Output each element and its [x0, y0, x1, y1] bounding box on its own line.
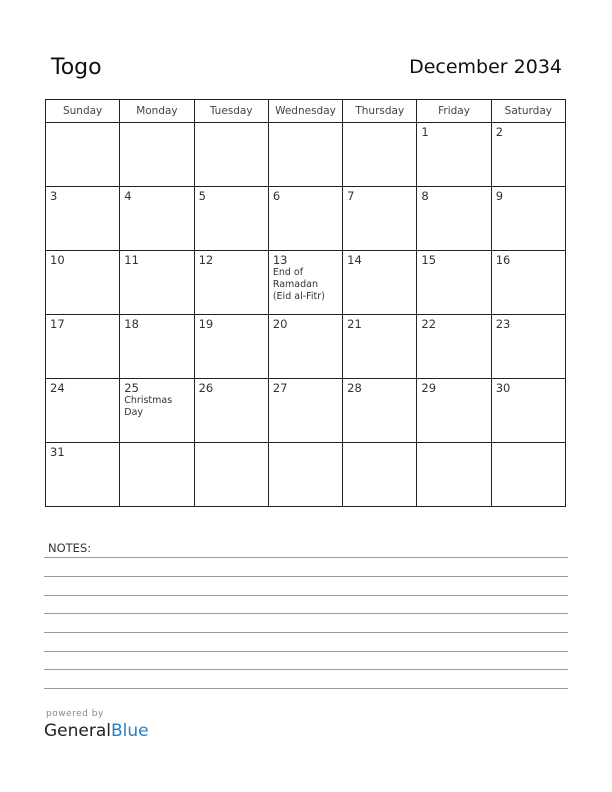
day-cell	[120, 379, 194, 443]
day-number: 19	[198, 317, 214, 331]
notes-label: NOTES:	[48, 541, 92, 555]
day-cell	[120, 123, 194, 187]
day-number: 9	[495, 189, 504, 203]
day-cell	[417, 443, 491, 507]
weekday-thursday: Thursday	[343, 100, 417, 123]
holiday-label: End of Ramadan (Eid al-Fitr)	[272, 267, 325, 302]
week-row	[46, 187, 566, 251]
day-cell	[46, 123, 120, 187]
day-cell	[268, 123, 342, 187]
day-cell	[417, 315, 491, 379]
day-number: 25	[124, 381, 139, 395]
week-row	[46, 379, 566, 443]
day-number: 27	[272, 381, 288, 395]
day-cell	[417, 379, 491, 443]
day-number: 5	[198, 189, 206, 203]
day-cell	[120, 251, 194, 315]
day-number: 7	[347, 189, 355, 203]
week-row	[46, 123, 566, 187]
week-row	[46, 251, 566, 315]
day-number: 15	[421, 253, 437, 267]
day-cell	[194, 443, 268, 507]
day-cell	[46, 315, 120, 379]
day-number: 23	[495, 317, 511, 331]
weekday-friday: Friday	[417, 100, 491, 123]
day-cell	[268, 443, 342, 507]
day-number: 20	[272, 317, 288, 331]
day-number: 17	[50, 317, 65, 331]
day-cell	[417, 251, 491, 315]
week-row	[46, 443, 566, 507]
day-number: 16	[495, 253, 511, 267]
day-cell	[268, 315, 342, 379]
day-cell	[268, 251, 342, 315]
weekday-wednesday: Wednesday	[268, 100, 342, 123]
day-cell	[343, 443, 417, 507]
day-cell	[491, 187, 565, 251]
day-cell	[268, 187, 342, 251]
brand-blue: Blue	[111, 721, 149, 741]
day-cell	[46, 379, 120, 443]
day-number: 30	[495, 381, 511, 395]
day-number: 31	[50, 445, 65, 459]
weekday-header-row	[46, 100, 566, 123]
month-year-title: December 2034	[409, 56, 562, 78]
day-number: 8	[421, 189, 429, 203]
day-cell	[343, 251, 417, 315]
day-number: 26	[198, 381, 214, 395]
day-cell	[194, 123, 268, 187]
notes-line	[44, 595, 568, 596]
day-cell	[417, 187, 491, 251]
week-row	[46, 315, 566, 379]
day-cell	[194, 187, 268, 251]
day-cell	[194, 379, 268, 443]
day-number: 10	[50, 253, 65, 267]
day-cell	[46, 251, 120, 315]
weekday-sunday: Sunday	[46, 100, 120, 123]
notes-line	[44, 632, 568, 633]
weekday-monday: Monday	[120, 100, 194, 123]
day-cell	[491, 315, 565, 379]
notes-line	[44, 576, 568, 577]
day-number: 6	[272, 189, 281, 203]
day-number: 21	[347, 317, 362, 331]
notes-line	[44, 688, 568, 689]
day-cell	[491, 379, 565, 443]
powered-by-text: powered by	[46, 709, 104, 719]
day-number: 2	[495, 125, 504, 139]
day-cell	[343, 123, 417, 187]
day-cell	[194, 251, 268, 315]
day-number: 18	[124, 317, 139, 331]
day-number: 28	[347, 381, 362, 395]
day-cell	[120, 187, 194, 251]
weekday-saturday: Saturday	[491, 100, 565, 123]
day-cell	[417, 123, 491, 187]
day-cell	[46, 187, 120, 251]
generalblue-logo	[44, 721, 149, 741]
day-number: 24	[50, 381, 65, 395]
day-cell	[268, 379, 342, 443]
day-number: 11	[124, 253, 139, 267]
holiday-label: Christmas Day	[124, 395, 173, 418]
notes-line	[44, 613, 568, 614]
day-cell	[46, 443, 120, 507]
day-cell	[343, 187, 417, 251]
day-cell	[194, 315, 268, 379]
day-cell	[120, 443, 194, 507]
day-number: 4	[124, 189, 132, 203]
day-cell	[343, 379, 417, 443]
notes-line	[44, 651, 568, 652]
calendar-grid	[45, 99, 566, 507]
day-cell	[343, 315, 417, 379]
day-number: 22	[421, 317, 437, 331]
day-number: 13	[272, 253, 288, 267]
day-cell	[491, 443, 565, 507]
day-number: 29	[421, 381, 437, 395]
notes-line	[44, 669, 568, 670]
day-number: 3	[50, 189, 58, 203]
day-number: 12	[198, 253, 214, 267]
day-cell	[491, 123, 565, 187]
day-number: 1	[421, 125, 429, 139]
day-number: 14	[347, 253, 362, 267]
brand-general: General	[44, 721, 111, 741]
day-cell	[491, 251, 565, 315]
weekday-tuesday: Tuesday	[194, 100, 268, 123]
country-title: Togo	[51, 55, 102, 80]
notes-line	[44, 557, 568, 558]
day-cell	[120, 315, 194, 379]
